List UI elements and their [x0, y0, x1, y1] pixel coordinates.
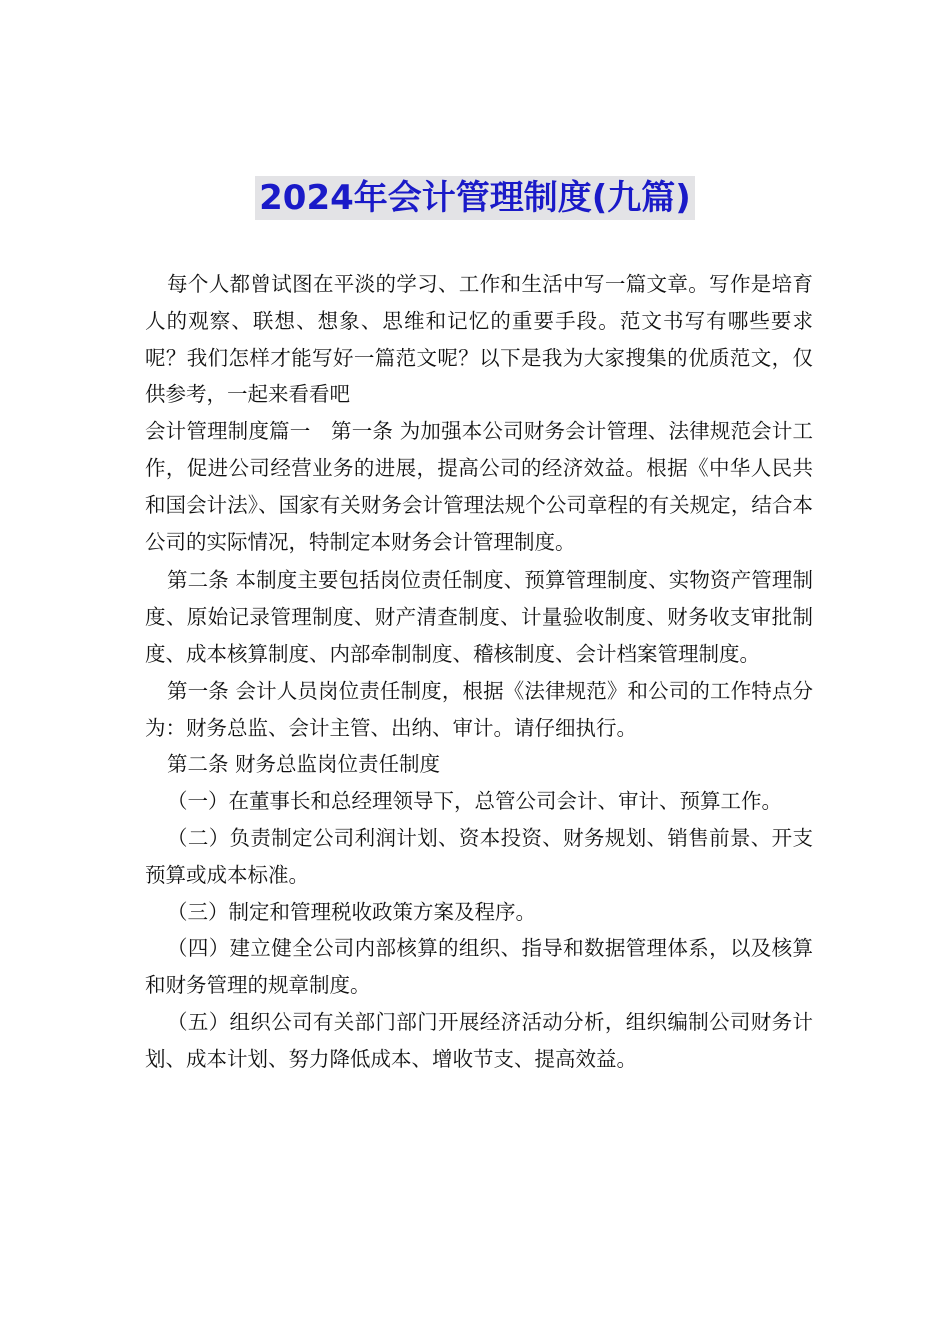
duty-item-4: （四）建立健全公司内部核算的组织、指导和数据管理体系，以及核算和财务管理的规章制度。	[145, 936, 813, 998]
cfo-duty-heading: 第二条 财务总监岗位责任制度	[167, 752, 441, 777]
article-2-paragraph: 第二条 本制度主要包括岗位责任制度、预算管理制度、实物资产管理制度、原始记录管理制度、财产清查制度、计量验收制度、财务收支审批制度、成本核算制度、内部牵制制度、稽核制度、会计档案管理制度。	[145, 568, 813, 666]
document-body	[145, 266, 813, 1078]
page-title: 2024年会计管理制度(九篇)	[255, 176, 695, 220]
intro-paragraph: 每个人都曾试图在平淡的学习、工作和生活中写一篇文章。写作是培育人的观察、联想、想象、思维和记忆的重要手段。范文书写有哪些要求呢？我们怎样才能写好一篇范文呢？以下是我为大家搜集的优质范文，仅供参考，一起来看看吧	[145, 272, 813, 407]
duty-item-1: （一）在董事长和总经理领导下，总管公司会计、审计、预算工作。	[167, 789, 782, 814]
title-container	[0, 176, 950, 220]
article-1-paragraph: 会计管理制度篇一 第一条 为加强本公司财务会计管理、法律规范会计工作，促进公司经营业务的进展，提高公司的经济效益。根据《中华人民共和国会计法》、国家有关财务会计管理法规个公司章程的有关规定，结合本公司的实际情况，特制定本财务会计管理制度。	[145, 419, 813, 554]
duty-item-2: （二）负责制定公司利润计划、资本投资、财务规划、销售前景、开支预算或成本标准。	[145, 825, 813, 887]
position-duty-paragraph: 第一条 会计人员岗位责任制度，根据《法律规范》和公司的工作特点分为：财务总监、会计主管、出纳、审计。请仔细执行。	[145, 678, 813, 740]
duty-item-3: （三）制定和管理税收政策方案及程序。	[167, 899, 536, 924]
duty-item-5: （五）组织公司有关部门部门开展经济活动分析，组织编制公司财务计划、成本计划、努力降低成本、增收节支、提高效益。	[145, 1009, 813, 1071]
